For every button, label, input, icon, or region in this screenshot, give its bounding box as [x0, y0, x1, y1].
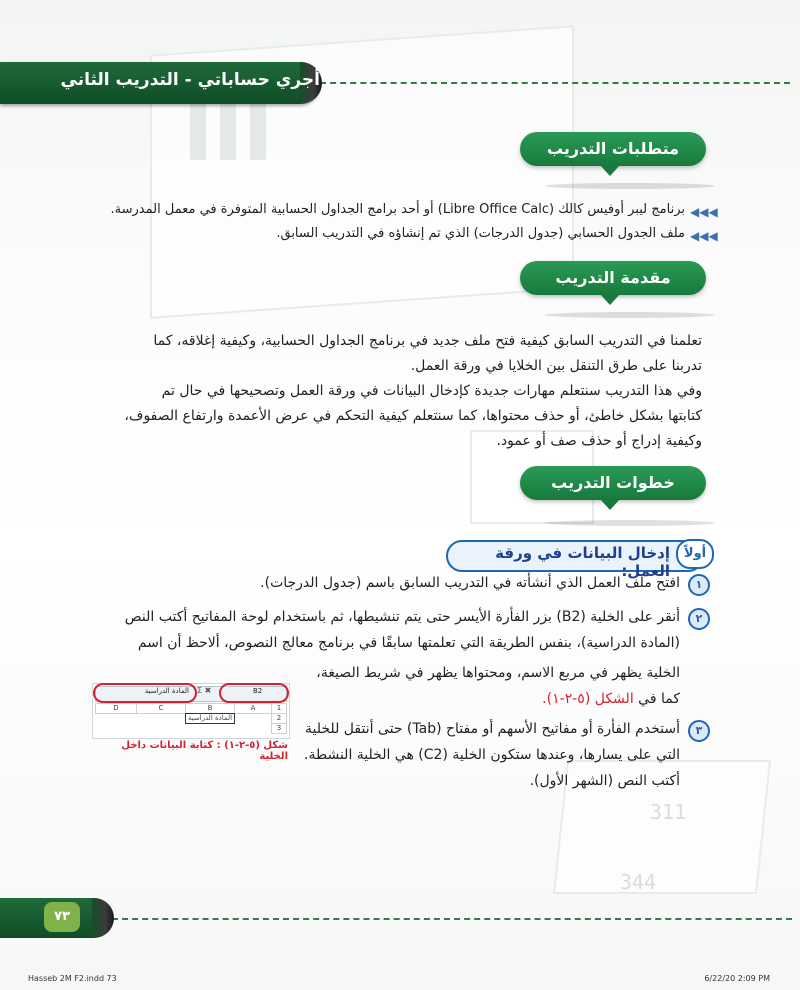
- intro-line: تدربنا على طرق التنقل بين الخلايا في ورقة العمل.: [410, 358, 702, 374]
- row-header: 3: [271, 723, 287, 734]
- step-text: (المادة الدراسية)، بنفس الطريقة التي تعلمتها سابقًا في برنامج معالج النصوص، ألاحظ أن اسم: [137, 635, 680, 651]
- step-number-badge: ٣: [688, 720, 710, 742]
- section-title-steps: خطوات التدريب: [551, 473, 675, 492]
- intro-line: كتابتها بشكل خاطئ، أو حذف محتواها، كما سنتعلم كيفية التحكم في عرض الأعمدة وارتفاع الصفوف،: [124, 408, 702, 424]
- double-arrow-icon: ◀◀◀: [690, 229, 718, 243]
- intro-line: تعلمنا في التدريب السابق كيفية فتح ملف جديد في برنامج الجداول الحسابية، وكيفية إغلاقه، كما: [153, 333, 702, 349]
- step-number-badge: ١: [688, 574, 710, 596]
- active-cell: المادة الدراسية: [185, 713, 235, 724]
- column-header: C: [136, 703, 186, 714]
- requirement-item: برنامج ليبر أوفيس كالك (Libre Office Calc) أو أحد برامج الجداول الحسابية المتوفرة في معمل المدرسة.: [110, 202, 685, 217]
- section-title-intro: مقدمة التدريب: [555, 268, 671, 287]
- subheading-tag: أولاً: [676, 539, 714, 569]
- background-number: 311: [650, 800, 687, 824]
- pill-shadow: [545, 183, 715, 189]
- subheading: إدخال البيانات في ورقة العمل:: [495, 544, 670, 580]
- header-dashed-line: [320, 82, 790, 84]
- pill-shadow: [545, 520, 715, 526]
- step-text: الخلية يظهر في مربع الاسم، ومحتواها يظهر في شريط الصيغة،: [316, 665, 680, 681]
- footer-file: Hasseb 2M F2.indd 73: [28, 974, 117, 983]
- pill-tail: [600, 294, 620, 305]
- step-text: أستخدم الفأرة أو مفاتيح الأسهم أو مفتاح (Tab) حتى أنتقل للخلية: [305, 721, 680, 737]
- background-bar: [190, 100, 206, 160]
- step-text: أكتب النص (الشهر الأول).: [529, 773, 680, 789]
- figure-ref-prefix: كما في: [633, 691, 680, 707]
- pill-tail: [600, 165, 620, 176]
- section-title-requirements: متطلبات التدريب: [546, 139, 680, 158]
- pill-tail: [600, 499, 620, 510]
- figure-ref-link[interactable]: الشكل (٥-٢-١).: [542, 691, 634, 707]
- column-header: B: [185, 703, 235, 714]
- step-number-badge: ٢: [688, 608, 710, 630]
- footer-date: 6/22/20 2:09 PM: [704, 974, 770, 983]
- double-arrow-icon: ◀◀◀: [690, 205, 718, 219]
- background-bar: [250, 95, 266, 160]
- formula-text: المادة الدراسية: [144, 687, 189, 695]
- background-number: 344: [620, 870, 657, 894]
- requirement-item: ملف الجدول الحسابي (جدول الدرجات) الذي تم إنشاؤه في التدريب السابق.: [276, 226, 685, 241]
- figure-screenshot: [92, 683, 290, 739]
- figure-caption: شكل (٥-٢-١) : كتابة البيانات داخل الخلية: [121, 740, 288, 762]
- step-text: أنقر على الخلية (B2) بزر الفأرة الأيسر حتى يتم تنشيطها، ثم باستخدام لوحة المفاتيح أكتب النص: [124, 609, 680, 625]
- intro-line: وفي هذا التدريب سنتعلم مهارات جديدة كإدخال البيانات في ورقة العمل وتصحيحها في حال تم: [161, 383, 702, 399]
- pill-shadow: [545, 312, 715, 318]
- fx-icon: Σ ✖: [197, 686, 212, 695]
- row-header: 2: [271, 713, 287, 724]
- intro-line: وكيفية إدراج أو حذف صف أو عمود.: [496, 433, 702, 449]
- column-header: A: [234, 703, 272, 714]
- footer-dashed-line: [112, 918, 792, 920]
- step-text: افتح ملف العمل الذي أنشأته في التدريب السابق باسم (جدول الدرجات).: [260, 575, 680, 591]
- page-title: أجري حساباتي - التدريب الثاني: [60, 70, 320, 90]
- step-text: التي على يسارها، وعندها ستكون الخلية (C2) هي الخلية النشطة.: [304, 747, 680, 763]
- name-box: B2: [253, 687, 263, 695]
- step-text: [300, 686, 680, 712]
- page-number: ٧٣: [44, 902, 80, 932]
- row-header: 1: [271, 703, 287, 714]
- column-header: D: [95, 703, 137, 714]
